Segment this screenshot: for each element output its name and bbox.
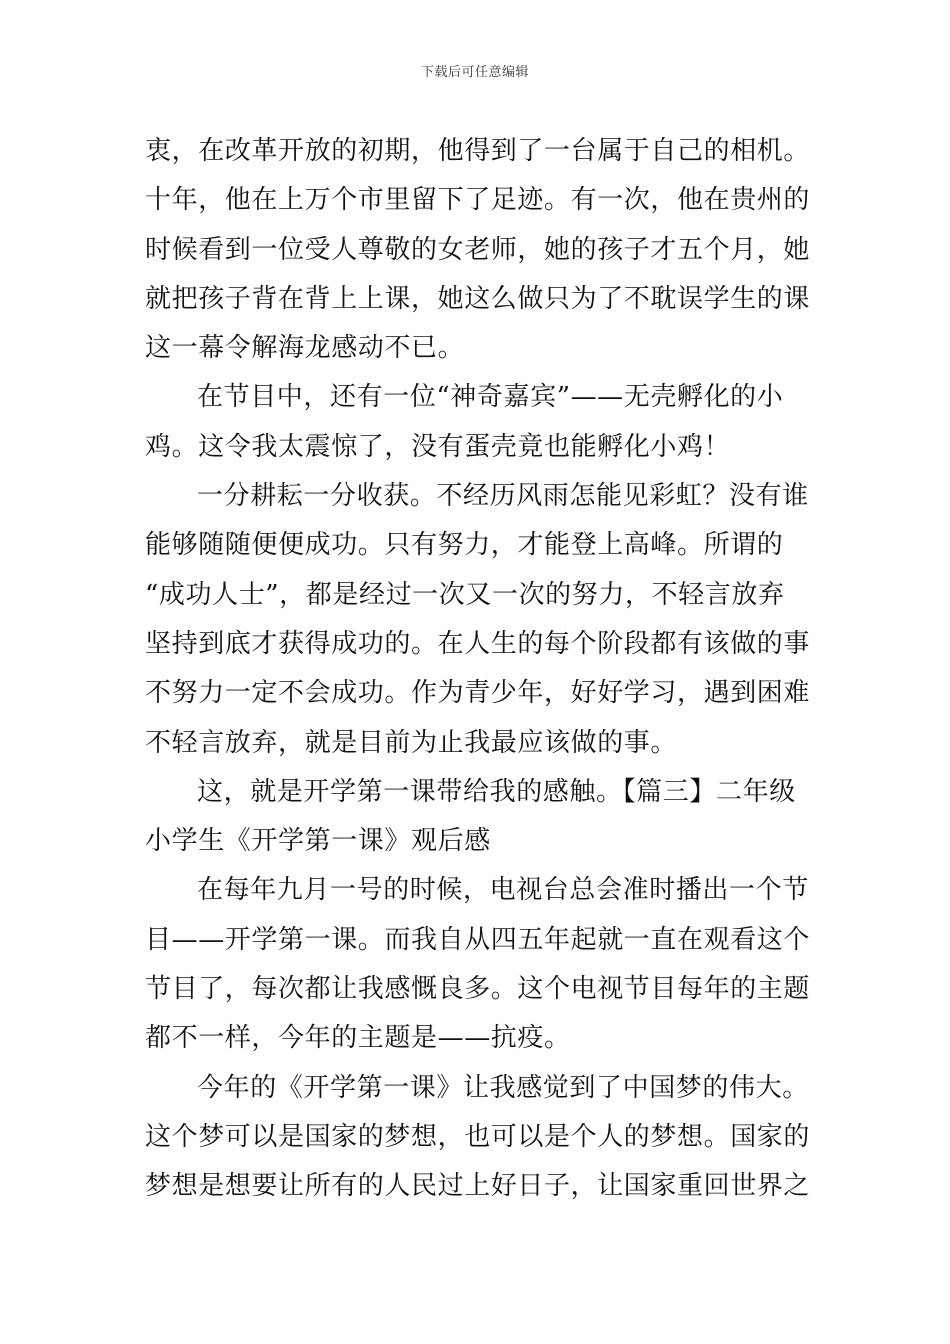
text-line: 坚持到底才获得成功的。在人生的每个阶段都有该做的事 — [145, 628, 811, 659]
paragraph-first-line: 在每年九月一号的时候，电视台总会准时播出一个节 — [197, 875, 809, 906]
section-title-line: 小学生《开学第一课》观后感 — [145, 826, 491, 857]
text-line: 鸡。这令我太震惊了，没有蛋壳竟也能孵化小鸡！ — [145, 431, 731, 462]
page-header: 下载后可任意编辑 — [420, 65, 529, 80]
text-line: 不轻言放弃，就是目前为止我最应该做的事。 — [145, 727, 678, 758]
paragraph-first-line: 一分耕耘一分收获。不经历风雨怎能见彩虹？没有谁 — [197, 481, 809, 512]
text-line: 这一幕令解海龙感动不已。 — [145, 333, 465, 364]
text-line: 十年，他在上万个市里留下了足迹。有一次，他在贵州的 — [145, 185, 811, 216]
paragraph-first-line: 这，就是开学第一课带给我的感触。【篇三】二年级 — [197, 776, 796, 807]
document-body — [145, 127, 815, 1212]
text-line: “成功人士”，都是经过一次又一次的努力，不轻言放弃 — [145, 579, 785, 610]
text-line: 梦想是想要让所有的人民过上好日子，让国家重回世界之 — [145, 1171, 811, 1202]
paragraph-first-line: 今年的《开学第一课》让我感觉到了中国梦的伟大。 — [197, 1072, 809, 1103]
text-line: 就把孩子背在背上上课，她这么做只为了不耽误学生的课 — [145, 283, 811, 314]
text-line: 都不一样，今年的主题是——抗疫。 — [145, 1023, 571, 1054]
text-line: 这个梦可以是国家的梦想，也可以是个人的梦想。国家的 — [145, 1121, 811, 1152]
text-line: 时候看到一位受人尊敬的女老师，她的孩子才五个月，她 — [145, 234, 811, 265]
paragraph-first-line: 在节目中，还有一位“神奇嘉宾”——无壳孵化的小 — [197, 382, 784, 413]
text-line: 节目了，每次都让我感慨良多。这个电视节目每年的主题 — [145, 974, 811, 1005]
text-line: 不努力一定不会成功。作为青少年，好好学习，遇到困难 — [145, 678, 811, 709]
text-line: 目——开学第一课。而我自从四五年起就一直在观看这个 — [145, 924, 811, 955]
text-line: 衷，在改革开放的初期，他得到了一台属于自己的相机。 — [145, 136, 811, 166]
text-line: 能够随随便便成功。只有努力，才能登上高峰。所谓的 — [145, 530, 784, 561]
